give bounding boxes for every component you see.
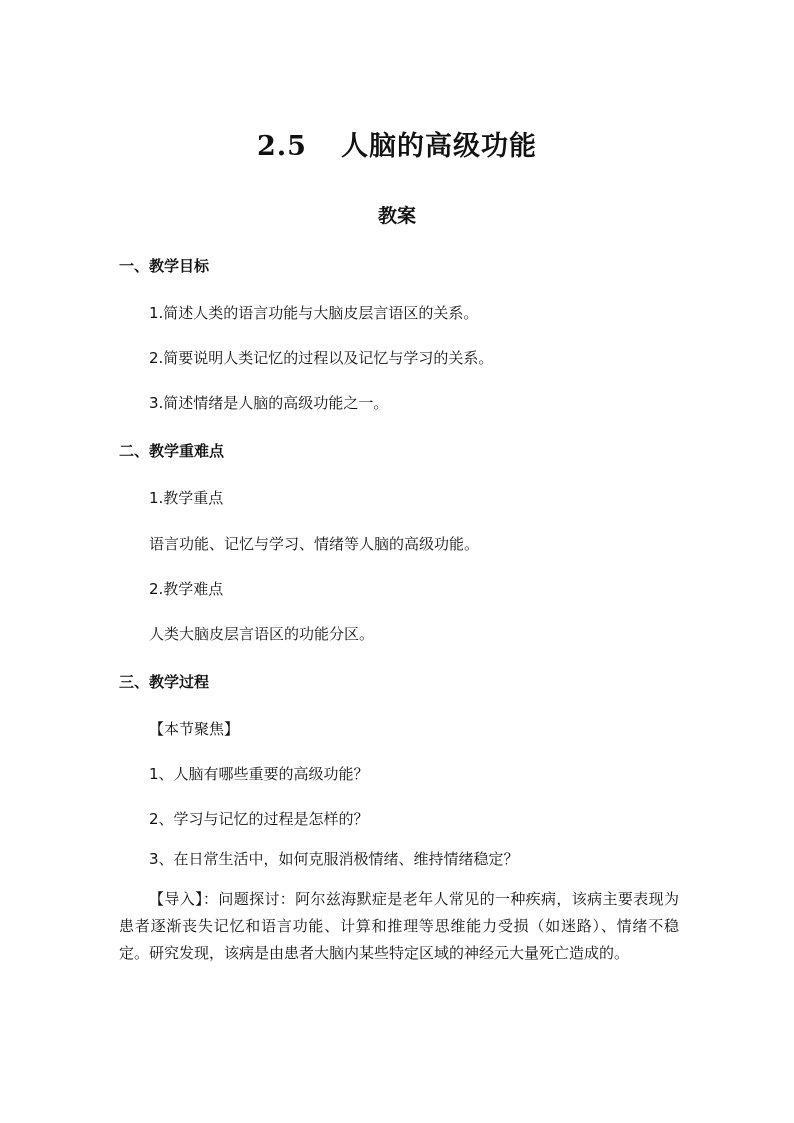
- introduction-paragraph: 【导入】：问题探讨：阿尔兹海默症是老年人常见的一种疾病，该病主要表现为患者逐渐丧失记忆和语言功能、计算和推理等思维能力受损（如迷路）、情绪不稳定。研究发现，该病是由患者大脑内某些特定区域的神经元大量死亡造成的。: [119, 890, 679, 962]
- page-subtitle: 教案: [377, 205, 416, 227]
- focus-question-2: 2、学习与记忆的过程是怎样的？: [149, 810, 369, 828]
- difficulty-label: 2.教学难点: [149, 580, 224, 598]
- focus-question-3: 3、在日常生活中，如何克服消极情绪、维持情绪稳定？: [149, 850, 519, 868]
- objective-item-3: 3.简述情绪是人脑的高级功能之一。: [149, 394, 389, 412]
- section-heading-process: 三、教学过程: [119, 673, 210, 691]
- title-text: 人脑的高级功能: [340, 131, 537, 162]
- section-heading-objectives: 一、教学目标: [119, 257, 210, 275]
- page-title: [0, 124, 794, 163]
- focus-label: 【本节聚焦】: [149, 720, 240, 738]
- difficulty-text: 人类大脑皮层言语区的功能分区。: [149, 625, 375, 643]
- section-heading-key-points: 二、教学重难点: [119, 442, 225, 460]
- objective-item-2: 2.简要说明人类记忆的过程以及记忆与学习的关系。: [149, 349, 494, 367]
- key-point-text: 语言功能、记忆与学习、情绪等人脑的高级功能。: [149, 535, 480, 553]
- key-point-label: 1.教学重点: [149, 489, 224, 507]
- objective-item-1: 1.简述人类的语言功能与大脑皮层言语区的关系。: [149, 304, 479, 322]
- focus-question-1: 1、人脑有哪些重要的高级功能？: [149, 765, 369, 783]
- title-number: 2.5: [257, 131, 307, 162]
